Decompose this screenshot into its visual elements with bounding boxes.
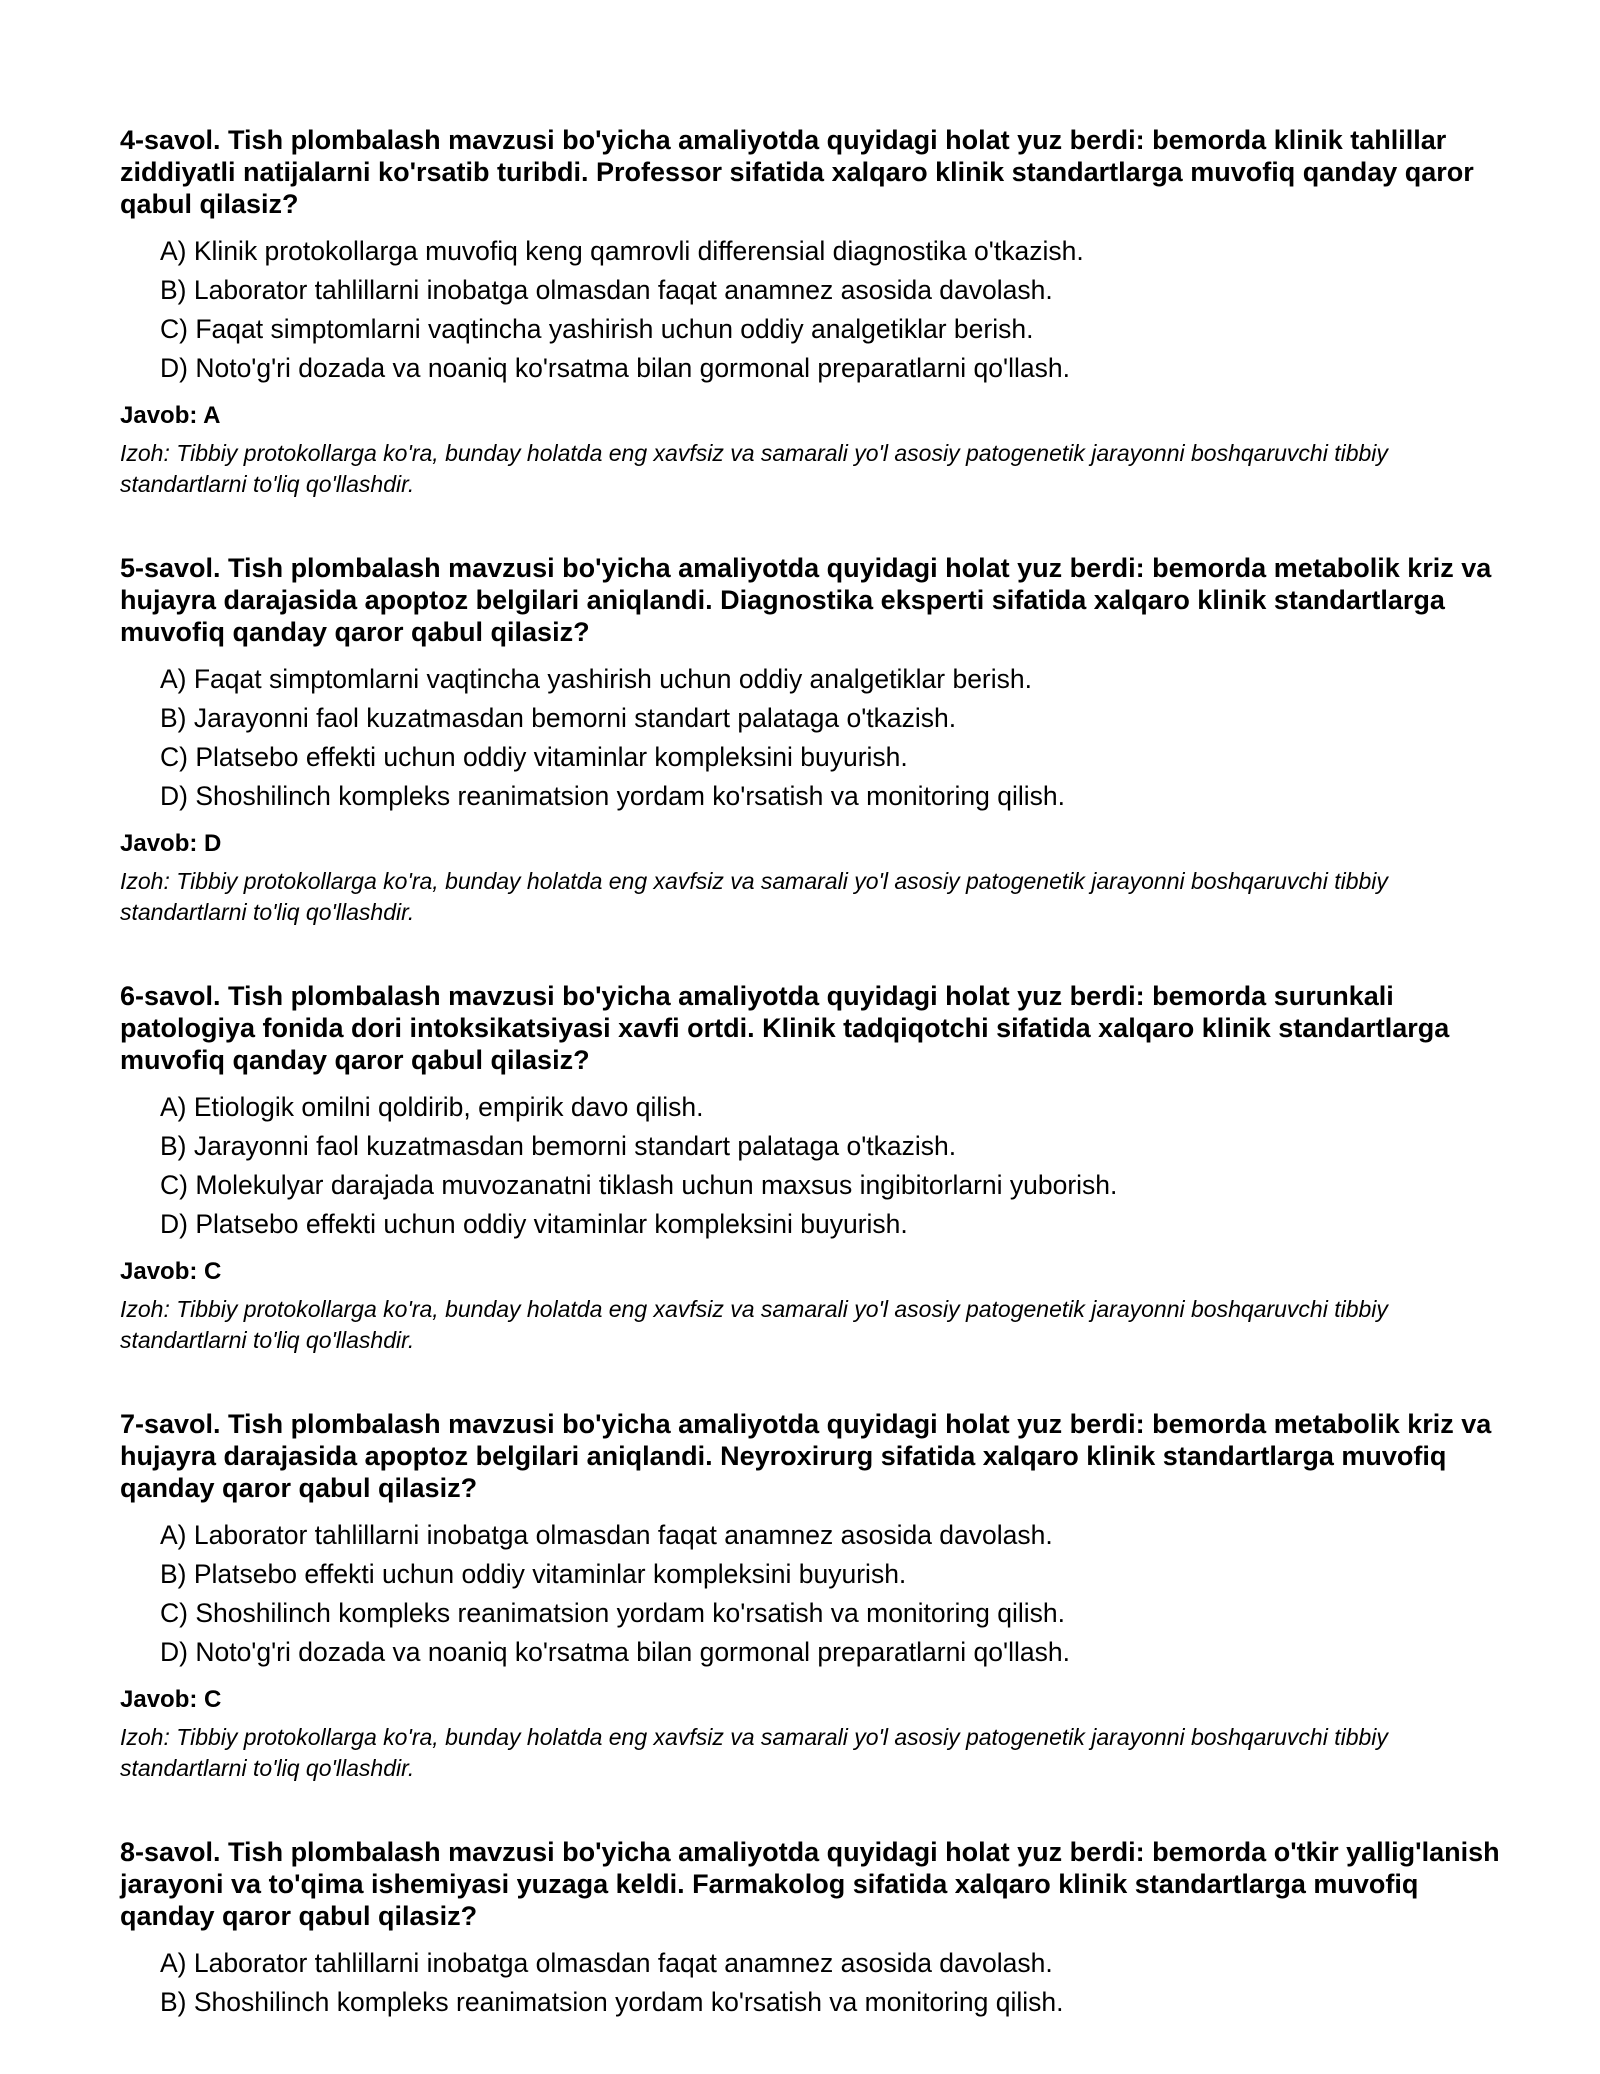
explanation-note: Izoh: Tibbiy protokollarga ko'ra, bunday holatda eng xavfsiz va samarali yo'l asosiy patogenetik jarayonni boshqaruvchi tibbiy standartlarni to'liq qo'llashdir.: [120, 868, 1388, 925]
option-b: B) Laborator tahlillarni inobatga olmasdan faqat anamnez asosida davolash.: [160, 275, 1053, 305]
explanation-note: Izoh: Tibbiy protokollarga ko'ra, bunday holatda eng xavfsiz va samarali yo'l asosiy patogenetik jarayonni boshqaruvchi tibbiy standartlarni to'liq qo'llashdir.: [120, 1724, 1388, 1781]
option-d: D) Noto'g'ri dozada va noaniq ko'rsatma bilan gormonal preparatlarni qo'llash.: [160, 1637, 1070, 1667]
question-6: [120, 980, 1500, 1356]
options-list: [120, 1516, 1500, 1672]
question-8: [120, 1836, 1500, 2022]
question-4: [120, 124, 1500, 500]
answer-label: Javob: C: [120, 1686, 222, 1713]
document-page: [120, 124, 1500, 2074]
options-list: [120, 660, 1500, 816]
question-7: [120, 1408, 1500, 1784]
options-list: [120, 1944, 1500, 2022]
option-d: D) Platsebo effekti uchun oddiy vitaminlar kompleksini buyurish.: [160, 1209, 908, 1239]
question-5: [120, 552, 1500, 928]
option-a: A) Laborator tahlillarni inobatga olmasdan faqat anamnez asosida davolash.: [160, 1948, 1053, 1978]
question-title: 5-savol. Tish plombalash mavzusi bo'yicha amaliyotda quyidagi holat yuz berdi: bemorda metabolik kriz va hujayra darajasida apoptoz belgilari aniqlandi. Diagnostika eksperti sifatida xalqaro klinik standartlarga muvofiq qanday qaror qabul qilasiz?: [120, 553, 1492, 647]
option-a: A) Faqat simptomlarni vaqtincha yashirish uchun oddiy analgetiklar berish.: [160, 664, 1032, 694]
option-c: C) Shoshilinch kompleks reanimatsion yordam ko'rsatish va monitoring qilish.: [160, 1598, 1065, 1628]
question-title: 6-savol. Tish plombalash mavzusi bo'yicha amaliyotda quyidagi holat yuz berdi: bemorda surunkali patologiya fonida dori intoksikatsiyasi xavfi ortdi. Klinik tadqiqotchi sifatida xalqaro klinik standartlarga muvofiq qanday qaror qabul qilasiz?: [120, 981, 1450, 1075]
option-a: A) Etiologik omilni qoldirib, empirik davo qilish.: [160, 1092, 704, 1122]
option-c: C) Molekulyar darajada muvozanatni tiklash uchun maxsus ingibitorlarni yuborish.: [160, 1170, 1118, 1200]
option-d: D) Shoshilinch kompleks reanimatsion yordam ko'rsatish va monitoring qilish.: [160, 781, 1065, 811]
option-c: C) Faqat simptomlarni vaqtincha yashirish uchun oddiy analgetiklar berish.: [160, 314, 1034, 344]
option-b: B) Platsebo effekti uchun oddiy vitaminlar kompleksini buyurish.: [160, 1559, 907, 1589]
answer-label: Javob: A: [120, 402, 221, 429]
answer-label: Javob: D: [120, 830, 222, 857]
explanation-note: Izoh: Tibbiy protokollarga ko'ra, bunday holatda eng xavfsiz va samarali yo'l asosiy patogenetik jarayonni boshqaruvchi tibbiy standartlarni to'liq qo'llashdir.: [120, 440, 1388, 497]
option-a: A) Laborator tahlillarni inobatga olmasdan faqat anamnez asosida davolash.: [160, 1520, 1053, 1550]
answer-label: Javob: C: [120, 1258, 222, 1285]
options-list: [120, 1088, 1500, 1244]
question-title: 4-savol. Tish plombalash mavzusi bo'yicha amaliyotda quyidagi holat yuz berdi: bemorda klinik tahlillar ziddiyatli natijalarni ko'rsatib turibdi. Professor sifatida xalqaro klinik standartlarga muvofiq qanday qaror qabul qilasiz?: [120, 125, 1474, 219]
option-b: B) Jarayonni faol kuzatmasdan bemorni standart palataga o'tkazish.: [160, 1131, 957, 1161]
question-title: 8-savol. Tish plombalash mavzusi bo'yicha amaliyotda quyidagi holat yuz berdi: bemorda o'tkir yallig'lanish jarayoni va to'qima ishemiyasi yuzaga keldi. Farmakolog sifatida xalqaro klinik standartlarga muvofiq qanday qaror qabul qilasiz?: [120, 1837, 1500, 1931]
option-a: A) Klinik protokollarga muvofiq keng qamrovli differensial diagnostika o'tkazish.: [160, 236, 1084, 266]
option-b: B) Jarayonni faol kuzatmasdan bemorni standart palataga o'tkazish.: [160, 703, 957, 733]
explanation-note: Izoh: Tibbiy protokollarga ko'ra, bunday holatda eng xavfsiz va samarali yo'l asosiy patogenetik jarayonni boshqaruvchi tibbiy standartlarni to'liq qo'llashdir.: [120, 1296, 1388, 1353]
option-c: C) Platsebo effekti uchun oddiy vitaminlar kompleksini buyurish.: [160, 742, 908, 772]
options-list: [120, 232, 1500, 388]
question-title: 7-savol. Tish plombalash mavzusi bo'yicha amaliyotda quyidagi holat yuz berdi: bemorda metabolik kriz va hujayra darajasida apoptoz belgilari aniqlandi. Neyroxirurg sifatida xalqaro klinik standartlarga muvofiq qanday qaror qabul qilasiz?: [120, 1409, 1492, 1503]
option-d: D) Noto'g'ri dozada va noaniq ko'rsatma bilan gormonal preparatlarni qo'llash.: [160, 353, 1070, 383]
option-b: B) Shoshilinch kompleks reanimatsion yordam ko'rsatish va monitoring qilish.: [160, 1987, 1064, 2017]
